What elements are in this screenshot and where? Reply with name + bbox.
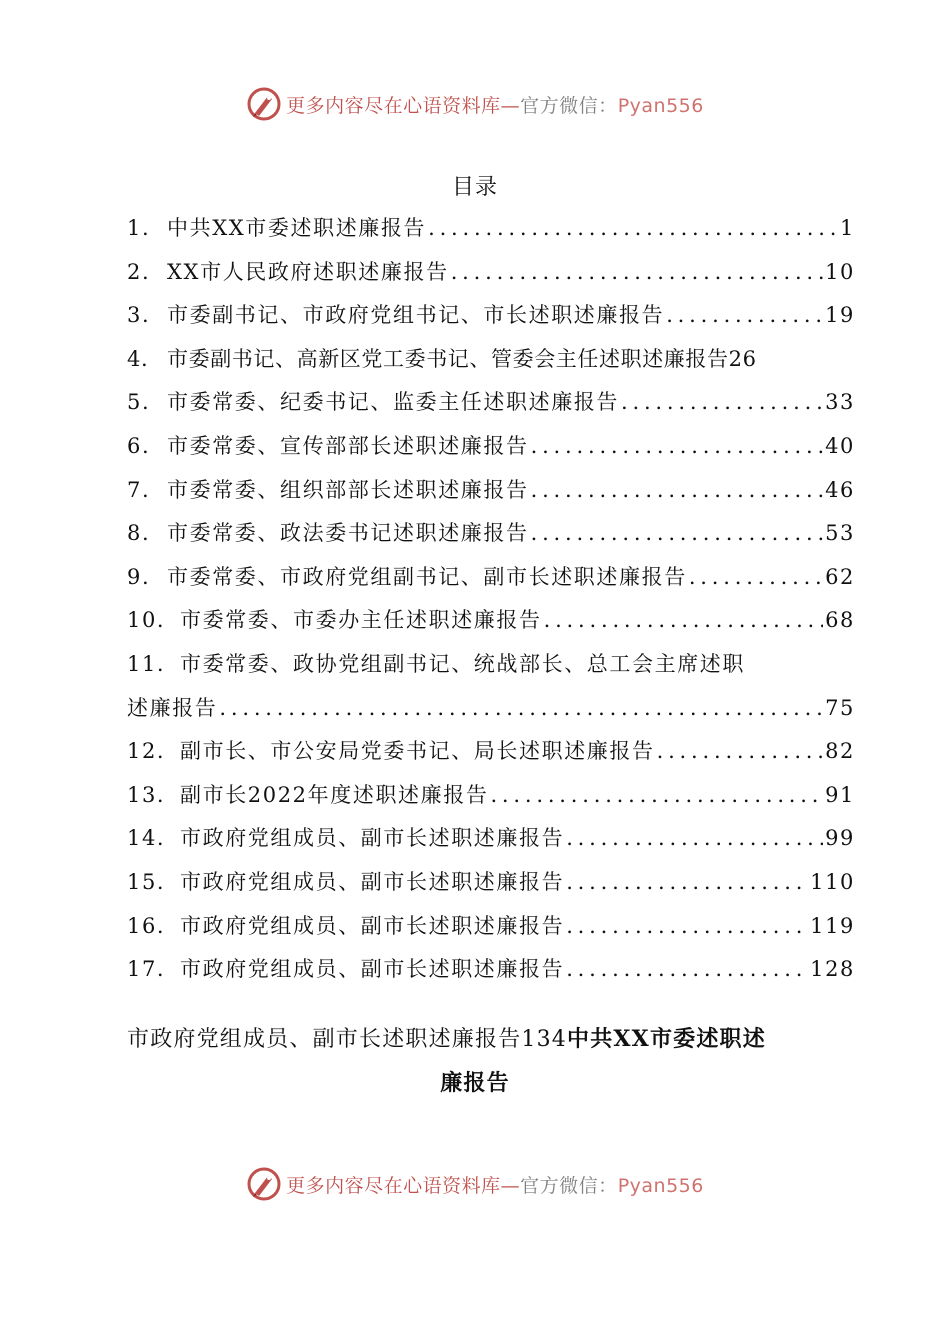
leader-dots — [531, 512, 823, 556]
table-of-contents — [127, 207, 855, 992]
toc-item[interactable]: 8. 市委常委、政法委书记述职述廉报告 ..... 53 — [127, 512, 855, 556]
leader-dots — [657, 730, 823, 774]
watermark-text: 更多内容尽在心语资料库—官方微信：Pyan556 — [286, 1174, 704, 1197]
toc-item[interactable]: 1. 中共XX市委述职述廉报告 ..... 1 — [127, 207, 855, 251]
leader-dots — [531, 425, 823, 469]
leader-dots — [428, 207, 838, 251]
toc-item[interactable]: 3. 市委副书记、市政府党组书记、市长述职述廉报告 ..... 19 — [127, 294, 855, 338]
toc-item[interactable]: 13. 副市长2022年度述职述廉报告 ..... 91 — [127, 774, 855, 818]
section-heading-end: 廉报告 — [440, 1070, 510, 1096]
pen-logo-icon — [246, 86, 282, 122]
footer-watermark — [0, 1162, 950, 1206]
toc-item[interactable]: 9. 市委常委、市政府党组副书记、副市长述职述廉报告 ..... 62 — [127, 556, 855, 600]
leader-dots — [566, 817, 823, 861]
watermark-text: 更多内容尽在心语资料库—官方微信：Pyan556 — [286, 94, 704, 117]
toc-title: 目录 — [451, 175, 498, 200]
leader-dots — [666, 294, 823, 338]
toc-item[interactable]: 2. XX市人民政府述职述廉报告 ..... 10 — [127, 251, 855, 295]
header-watermark — [0, 82, 950, 126]
toc-item-continuation[interactable]: 述廉报告 ..... 75 — [127, 687, 855, 731]
leader-dots — [566, 948, 808, 992]
leader-dots — [621, 381, 823, 425]
leader-dots — [566, 861, 808, 905]
toc-item[interactable]: 5. 市委常委、纪委书记、监委主任述职述廉报告 ..... 33 — [127, 381, 855, 425]
leader-dots — [490, 774, 823, 818]
leader-dots — [566, 905, 808, 949]
leader-dots — [689, 556, 823, 600]
toc-item[interactable]: 15. 市政府党组成员、副市长述职述廉报告 ..... 110 — [127, 861, 855, 905]
leader-dots — [544, 599, 823, 643]
toc-item[interactable]: 17. 市政府党组成员、副市长述职述廉报告 ..... 128 — [127, 948, 855, 992]
leader-dots — [219, 687, 823, 731]
body-line-mixed: 市政府党组成员、副市长述职述廉报告134中共XX市委述职述 — [127, 1026, 766, 1052]
toc-item[interactable]: 12. 副市长、市公安局党委书记、局长述职述廉报告 ..... 82 — [127, 730, 855, 774]
pen-logo-icon — [246, 1166, 282, 1202]
toc-item[interactable]: 4. 市委副书记、高新区党工委书记、管委会主任述职述廉报告 26 — [127, 346, 757, 371]
toc-item[interactable]: 10. 市委常委、市委办主任述职述廉报告 ..... 68 — [127, 599, 855, 643]
toc-item[interactable]: 6. 市委常委、宣传部部长述职述廉报告 ..... 40 — [127, 425, 855, 469]
leader-dots — [451, 251, 823, 295]
leader-dots — [531, 469, 823, 513]
toc-item[interactable]: 7. 市委常委、组织部部长述职述廉报告 ..... 46 — [127, 469, 855, 513]
toc-item-wrapped-line[interactable]: 11. 市委常委、政协党组副书记、统战部长、总工会主席述职 — [127, 651, 745, 676]
toc-item[interactable]: 14. 市政府党组成员、副市长述职述廉报告 ..... 99 — [127, 817, 855, 861]
section-heading-start: 中共XX市委述职述 — [567, 1026, 766, 1052]
toc-item[interactable]: 16. 市政府党组成员、副市长述职述廉报告 ..... 119 — [127, 905, 855, 949]
